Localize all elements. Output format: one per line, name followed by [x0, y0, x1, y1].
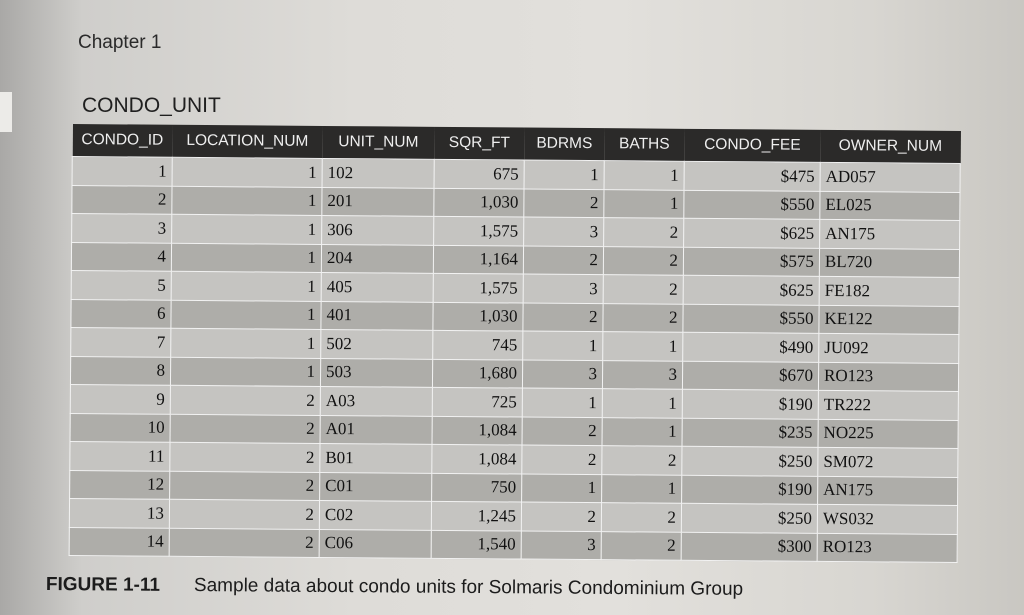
cell-unit-num: 502 [321, 329, 433, 358]
cell-location-num: 2 [170, 442, 320, 472]
cell-condo-id: 1 [72, 157, 172, 186]
cell-sqr-ft: 1,575 [433, 273, 523, 302]
cell-unit-num: 503 [320, 358, 432, 387]
cell-condo-id: 3 [72, 214, 172, 243]
cell-baths: 2 [603, 246, 683, 275]
cell-location-num: 1 [172, 157, 322, 187]
cell-sqr-ft: 1,084 [432, 444, 522, 473]
column-header-location-num: LOCATION_NUM [172, 125, 322, 159]
cell-location-num: 1 [171, 300, 321, 330]
cell-owner-num: NO225 [818, 419, 958, 449]
cell-sqr-ft: 1,084 [432, 416, 522, 445]
cell-unit-num: C01 [320, 472, 432, 501]
condo-unit-table-wrapper [69, 124, 960, 563]
cell-owner-num: JU092 [819, 333, 959, 363]
cell-baths: 2 [604, 218, 684, 247]
cell-unit-num: A01 [320, 415, 432, 444]
cell-condo-id: 7 [71, 327, 171, 356]
cell-condo-fee: $670 [682, 361, 818, 391]
cell-location-num: 2 [170, 385, 320, 415]
table-row [69, 527, 957, 562]
cell-location-num: 1 [170, 357, 320, 387]
cell-bdrms: 2 [523, 303, 603, 332]
column-header-condo-fee: CONDO_FEE [684, 129, 820, 163]
cell-baths: 2 [603, 303, 683, 332]
cell-baths: 2 [601, 503, 681, 532]
cell-condo-id: 12 [70, 470, 170, 499]
cell-condo-fee: $575 [683, 247, 819, 277]
cell-condo-fee: $625 [683, 275, 819, 305]
cell-baths: 1 [604, 189, 684, 218]
cell-owner-num: AD057 [820, 162, 960, 192]
cell-location-num: 1 [171, 243, 321, 273]
cell-condo-id: 10 [70, 413, 170, 442]
cell-location-num: 1 [172, 186, 322, 216]
cell-condo-fee: $550 [683, 304, 819, 334]
cell-baths: 3 [602, 360, 682, 389]
cell-unit-num: C02 [319, 500, 431, 529]
table-body [69, 157, 960, 563]
cell-location-num: 1 [171, 271, 321, 301]
cell-condo-id: 14 [69, 527, 169, 556]
cell-condo-fee: $625 [684, 218, 820, 248]
cell-owner-num: FE182 [819, 276, 959, 306]
cell-unit-num: 201 [322, 187, 434, 216]
cell-location-num: 2 [170, 471, 320, 501]
cell-unit-num: 401 [321, 301, 433, 330]
cell-condo-id: 11 [70, 441, 170, 470]
cell-sqr-ft: 1,030 [434, 188, 524, 217]
cell-location-num: 1 [172, 214, 322, 244]
cell-location-num: 1 [171, 328, 321, 358]
cell-owner-num: AN175 [818, 476, 958, 506]
cell-sqr-ft: 1,164 [433, 245, 523, 274]
cell-condo-fee: $235 [682, 418, 818, 448]
cell-bdrms: 3 [521, 531, 601, 560]
cell-bdrms: 3 [524, 217, 604, 246]
cell-bdrms: 3 [523, 274, 603, 303]
cell-condo-fee: $490 [683, 332, 819, 362]
cell-owner-num: KE122 [819, 305, 959, 335]
cell-bdrms: 2 [521, 502, 601, 531]
cell-baths: 1 [602, 417, 682, 446]
cell-owner-num: EL025 [820, 191, 960, 221]
cell-unit-num: 102 [322, 158, 434, 187]
cell-condo-id: 8 [70, 356, 170, 385]
column-header-owner-num: OWNER_NUM [820, 130, 960, 164]
cell-condo-fee: $250 [682, 446, 818, 476]
column-header-unit-num: UNIT_NUM [322, 126, 434, 159]
cell-baths: 1 [602, 389, 682, 418]
cell-condo-id: 9 [70, 384, 170, 413]
cell-condo-fee: $190 [682, 475, 818, 505]
cell-baths: 2 [601, 531, 681, 560]
cell-location-num: 2 [170, 414, 320, 444]
cell-location-num: 2 [169, 528, 319, 558]
cell-unit-num: 405 [321, 272, 433, 301]
cell-condo-id: 13 [69, 498, 169, 527]
table-title: CONDO_UNIT [82, 94, 221, 117]
cell-bdrms: 2 [523, 246, 603, 275]
cell-baths: 1 [602, 474, 682, 503]
page-edge [0, 92, 12, 132]
cell-bdrms: 2 [522, 445, 602, 474]
cell-sqr-ft: 1,245 [431, 501, 521, 530]
chapter-heading: Chapter 1 [78, 32, 162, 53]
cell-bdrms: 1 [524, 160, 604, 189]
cell-condo-id: 5 [71, 270, 171, 299]
column-header-bdrms: BDRMS [524, 128, 604, 161]
cell-condo-fee: $550 [684, 190, 820, 220]
cell-sqr-ft: 750 [432, 473, 522, 502]
cell-sqr-ft: 725 [432, 387, 522, 416]
cell-sqr-ft: 1,030 [433, 302, 523, 331]
cell-bdrms: 1 [522, 474, 602, 503]
cell-condo-fee: $300 [681, 532, 817, 562]
cell-condo-id: 4 [71, 242, 171, 271]
cell-condo-fee: $475 [684, 161, 820, 191]
cell-bdrms: 1 [522, 388, 602, 417]
cell-condo-fee: $250 [681, 503, 817, 533]
cell-owner-num: BL720 [819, 248, 959, 278]
cell-unit-num: B01 [320, 443, 432, 472]
cell-bdrms: 1 [523, 331, 603, 360]
cell-bdrms: 3 [522, 360, 602, 389]
cell-condo-id: 6 [71, 299, 171, 328]
cell-sqr-ft: 1,680 [432, 359, 522, 388]
cell-sqr-ft: 745 [433, 330, 523, 359]
figure-caption-text: Sample data about condo units for Solmaris Condominium Group [193, 575, 744, 600]
cell-bdrms: 2 [524, 189, 604, 218]
cell-unit-num: 204 [321, 244, 433, 273]
cell-location-num: 2 [169, 499, 319, 529]
cell-owner-num: RO123 [818, 362, 958, 392]
cell-owner-num: RO123 [817, 533, 957, 563]
cell-unit-num: A03 [320, 386, 432, 415]
condo-unit-table [69, 124, 961, 563]
cell-owner-num: SM072 [818, 447, 958, 477]
column-header-sqr-ft: SQR_FT [434, 127, 524, 160]
cell-owner-num: TR222 [818, 390, 958, 420]
cell-baths: 1 [603, 332, 683, 361]
cell-baths: 1 [604, 161, 684, 190]
cell-bdrms: 2 [522, 417, 602, 446]
cell-unit-num: C06 [319, 529, 431, 558]
cell-sqr-ft: 675 [434, 159, 524, 188]
cell-baths: 2 [602, 446, 682, 475]
figure-caption [46, 574, 743, 601]
cell-sqr-ft: 1,575 [434, 216, 524, 245]
cell-owner-num: WS032 [817, 504, 957, 534]
cell-condo-id: 2 [72, 185, 172, 214]
column-header-baths: BATHS [604, 128, 684, 161]
cell-baths: 2 [603, 275, 683, 304]
cell-owner-num: AN175 [820, 219, 960, 249]
column-header-condo-id: CONDO_ID [72, 124, 172, 157]
figure-label: FIGURE 1-11 [45, 574, 161, 596]
cell-sqr-ft: 1,540 [431, 530, 521, 559]
cell-unit-num: 306 [322, 215, 434, 244]
cell-condo-fee: $190 [682, 389, 818, 419]
